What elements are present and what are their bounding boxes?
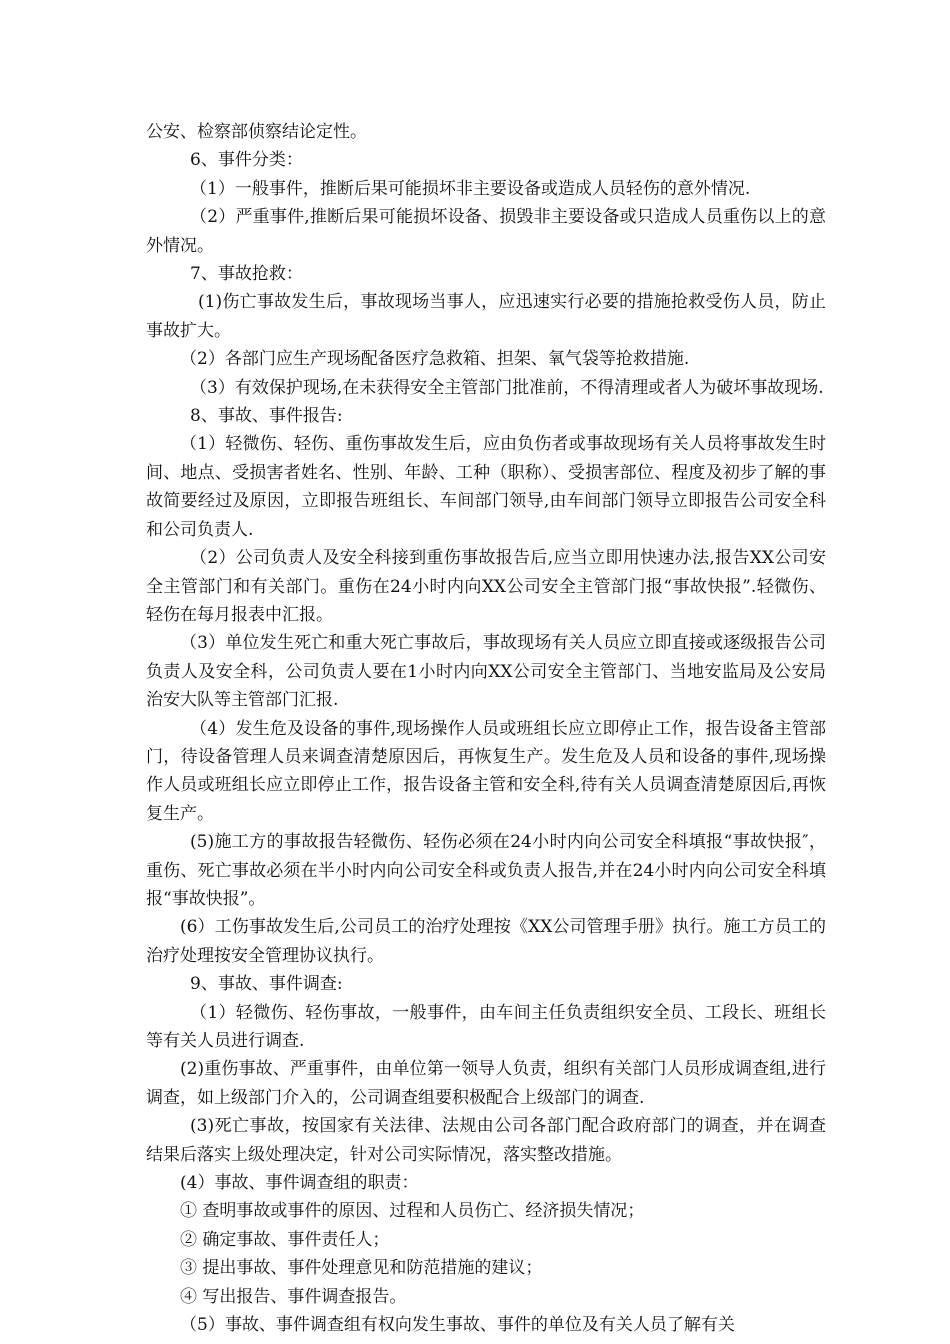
document-body	[146, 118, 826, 1339]
paragraph: 9、事故、事件调查:	[190, 974, 343, 995]
paragraph: 公安、检察部侦察结论定性。	[146, 122, 367, 142]
paragraph: (2)重伤事故、严重事件，由单位第一领导人负责，组织有关部门人员形成调查组,进行调查，如上级部门介入的，公司调查组要积极配合上级部门的调查.	[146, 1059, 826, 1108]
paragraph: （3）有效保护现场,在未获得安全主管部门批准前，不得清理或者人为破坏事故现场.	[190, 377, 824, 398]
paragraph: （2）各部门应生产现场配备医疗急救箱、担架、氧气袋等抢救措施.	[180, 349, 690, 370]
paragraph: （1）轻微伤、轻伤事故，一般事件，由车间主任负责组织安全员、工段长、班组长等有关人员进行调查.	[146, 1002, 826, 1051]
paragraph: (1)伤亡事故发生后，事故现场当事人，应迅速实行必要的措施抢救受伤人员，防止事故扩大。	[146, 292, 826, 341]
paragraph: (3)死亡事故，按国家有关法律、法规由公司各部门配合政府部门的调查，并在调查结果后落实上级处理决定，针对公司实际情况，落实整改措施。	[146, 1116, 826, 1165]
paragraph: （5）事故、事件调查组有权向发生事故、事件的单位及有关人员了解有关	[180, 1315, 735, 1336]
paragraph: 8、事故、事件报告:	[190, 406, 343, 427]
paragraph: （1）轻微伤、轻伤、重伤事故发生后，应由负伤者或事故现场有关人员将事故发生时间、地点、受损害者姓名、性别、年龄、工种（职称）、受损害部位、程度及初步了解的事故简要经过及原因，立即报告班组长、车间部门领导,由车间部门领导立即报告公司安全科和公司负责人.	[146, 434, 826, 540]
paragraph: (6）工伤事故发生后,公司员工的治疗处理按《XX公司管理手册》执行。施工方员工的治疗处理按安全管理协议执行。	[146, 917, 826, 966]
paragraph: ② 确定事故、事件责任人；	[180, 1229, 390, 1250]
paragraph: (4）事故、事件调查组的职责：	[180, 1173, 419, 1194]
paragraph: ④ 写出报告、事件调查报告。	[180, 1286, 407, 1307]
paragraph: 7、事故抢救：	[190, 264, 303, 285]
paragraph: （3）单位发生死亡和重大死亡事故后，事故现场有关人员应立即直接或逐级报告公司负责人及安全科，公司负责人要在1小时内向XX公司安全主管部门、当地安监局及公安局治安大队等主管部门汇报.	[146, 633, 826, 711]
paragraph: （4）发生危及设备的事件,现场操作人员或班组长应立即停止工作，报告设备主管部门，待设备管理人员来调查清楚原因后，再恢复生产。发生危及人员和设备的事件,现场操作人员或班组长应立即停止工作，报告设备主管和安全科,待有关人员调查清楚原因后,再恢复生产。	[146, 718, 826, 824]
paragraph: ① 查明事故或事件的原因、过程和人员伤亡、经济损失情况；	[180, 1201, 645, 1222]
paragraph: (5)施工方的事故报告轻微伤、轻伤必须在24小时内向公司安全科填报“事故快报″，重伤、死亡事故必须在半小时内向公司安全科或负责人报告,并在24小时内向公司安全科填报“事故快报”。	[146, 832, 826, 909]
paragraph: ③ 提出事故、事件处理意见和防范措施的建议；	[180, 1258, 543, 1279]
paragraph: （2）严重事件,推断后果可能损坏设备、损毁非主要设备或只造成人员重伤以上的意外情况。	[146, 207, 826, 256]
paragraph: （2）公司负责人及安全科接到重伤事故报告后,应当立即用快速办法,报告XX公司安全主管部门和有关部门。重伤在24小时内向XX公司安全主管部门报“事故快报”.轻微伤、轻伤在每月报表中汇报。	[146, 548, 826, 625]
paragraph: 6、事件分类：	[190, 150, 303, 171]
paragraph: （1）一般事件，推断后果可能损坏非主要设备或造成人员轻伤的意外情况.	[190, 178, 751, 199]
